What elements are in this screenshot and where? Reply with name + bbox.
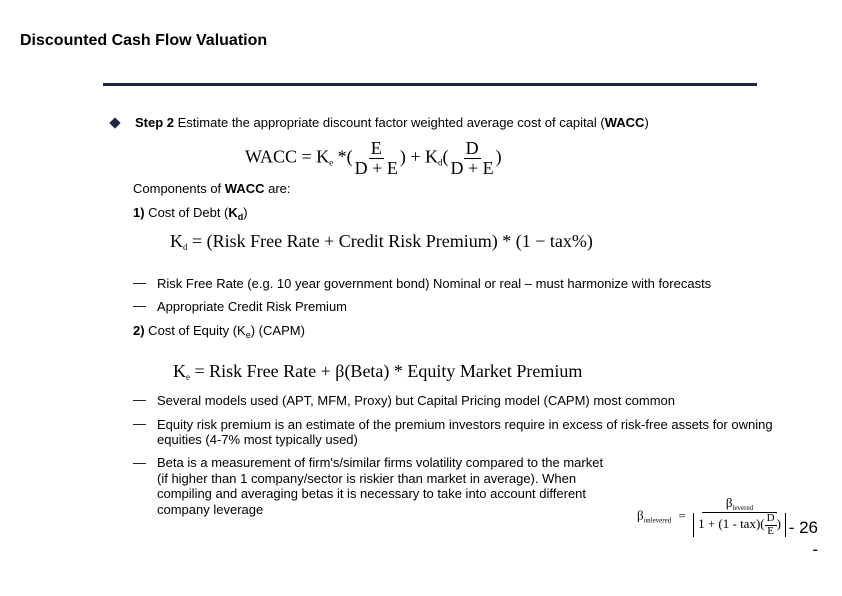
- cost-of-debt-heading: [133, 205, 248, 222]
- wacc-close2: ): [495, 146, 502, 167]
- debt-bullet-2: Appropriate Credit Risk Premium: [157, 299, 348, 314]
- beta-fraction: [693, 496, 786, 537]
- step-text: Estimate the appropriate discount factor weighted average cost of capital (: [177, 115, 605, 130]
- title-divider: [103, 83, 757, 86]
- wacc-fraction-equity: [353, 139, 400, 178]
- beta-eq: =: [678, 507, 686, 523]
- diamond-bullet-icon: [109, 117, 120, 128]
- beta-denominator: [693, 513, 786, 537]
- wacc-num2: D: [465, 138, 479, 158]
- debt-k: K: [228, 205, 238, 220]
- equity-formula-k: K: [173, 361, 186, 381]
- equity-num: 2): [133, 323, 145, 338]
- beta-den-num: D: [766, 512, 775, 525]
- wacc-ke: K: [316, 146, 330, 167]
- beta-unlevered-formula: [637, 496, 786, 537]
- equity-text: Cost of Equity (: [144, 323, 238, 338]
- wacc-mid: ) +: [399, 146, 425, 167]
- step-heading: [135, 115, 649, 130]
- beta-den-post: ): [776, 516, 781, 532]
- components-bold: WACC: [224, 181, 265, 196]
- debt-close: ): [243, 205, 248, 220]
- wacc-eq: =: [301, 146, 312, 167]
- equity-bullet-2: Equity risk premium is an estimate of the premium investors require in excess of risk-free assets for owning equities (4-7% most typically used): [157, 417, 773, 447]
- wacc-open2: (: [442, 146, 449, 167]
- debt-bullet-1: Risk Free Rate (e.g. 10 year government bond) Nominal or real – must harmonize with forecasts: [157, 276, 712, 291]
- page-title: Discounted Cash Flow Valuation: [20, 32, 268, 49]
- equity-bullet-1: Several models used (APT, MFM, Proxy) but Capital Pricing model (CAPM) most common: [157, 393, 675, 408]
- dash-2: —: [133, 298, 146, 313]
- step-close: ): [644, 115, 649, 130]
- dash-5: —: [133, 455, 146, 470]
- wacc-num1: E: [370, 138, 382, 158]
- cost-of-equity-heading: [133, 323, 305, 340]
- step-bold: WACC: [604, 115, 645, 130]
- components-text: Components of: [133, 181, 225, 196]
- equity-bullet-3: Beta is a measurement of firm's/similar firms volatility compared to the market (if higher than 1 company/sector is riskier than market in average). When compiling and averaging betas it is necessary to take into account different company leverage: [157, 455, 604, 517]
- dash-4: —: [133, 416, 146, 431]
- debt-formula-sub: d: [183, 242, 188, 252]
- wacc-den1: D + E: [354, 157, 398, 178]
- dash-1: —: [133, 275, 146, 290]
- components-tail: are:: [264, 181, 291, 196]
- debt-formula: [170, 231, 593, 252]
- beta-symbol: β: [637, 507, 644, 523]
- dash-3: —: [133, 392, 146, 407]
- wacc-kd-sub: d: [437, 157, 443, 168]
- wacc-ke-sub: e: [329, 157, 334, 168]
- beta-levered-sub: levered: [732, 504, 754, 512]
- beta-den-den: E: [767, 524, 774, 537]
- debt-text: Cost of Debt (: [144, 205, 229, 220]
- equity-sub: e: [245, 330, 251, 340]
- debt-formula-rest: = (Risk Free Rate + Credit Risk Premium) * (1 − tax%): [192, 231, 593, 251]
- wacc-kd: K: [424, 146, 438, 167]
- beta-num-symbol: β: [725, 495, 733, 510]
- equity-formula-rest: = Risk Free Rate + β(Beta) * Equity Market Premium: [194, 361, 583, 381]
- debt-sub: d: [237, 212, 244, 222]
- equity-formula: [173, 361, 582, 382]
- components-line: [133, 181, 291, 196]
- beta-unlevered-sub: unlevered: [643, 516, 672, 525]
- beta-den-pre: 1 + (1 - tax)(: [698, 516, 765, 532]
- wacc-mul: *(: [337, 146, 353, 167]
- equity-close: ) (CAPM): [250, 323, 305, 338]
- beta-numerator: [702, 496, 777, 513]
- wacc-lhs: WACC: [245, 146, 298, 167]
- wacc-formula: [245, 139, 502, 178]
- debt-formula-k: K: [170, 231, 183, 251]
- equity-formula-sub: e: [186, 372, 190, 382]
- page-number: - 26 -: [788, 518, 818, 559]
- equity-k: K: [237, 323, 246, 338]
- wacc-fraction-debt: [448, 139, 495, 178]
- debt-num: 1): [133, 205, 145, 220]
- step-label: Step 2: [135, 115, 175, 130]
- wacc-den2: D + E: [450, 157, 494, 178]
- beta-de-fraction: [765, 513, 777, 537]
